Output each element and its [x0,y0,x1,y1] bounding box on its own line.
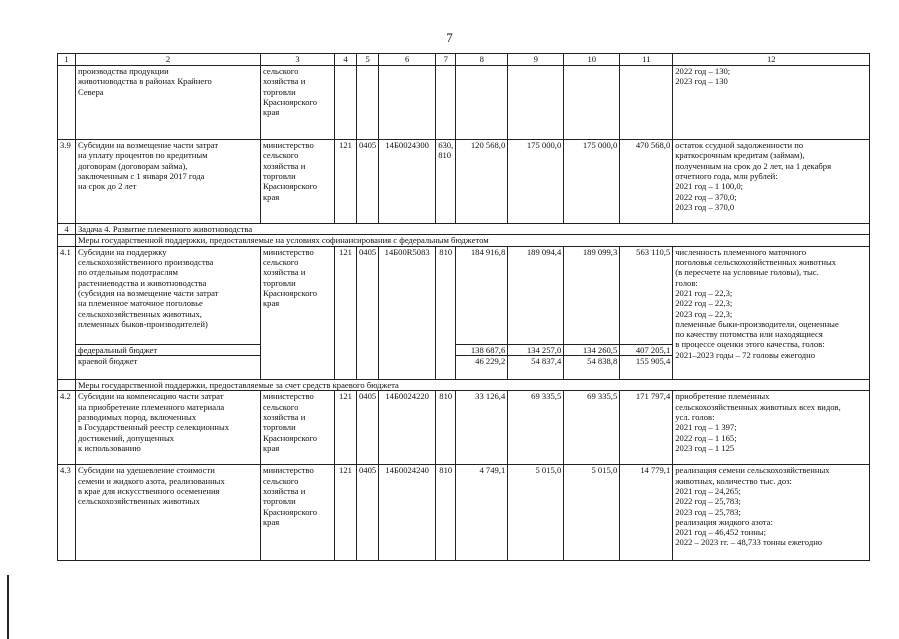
amount-total: 470 568,0 [620,140,673,224]
grbs-code: 121 [335,140,357,224]
amount-2023: 5 015,0 [564,465,620,561]
col-header: 3 [261,54,335,66]
grbs-code: 121 [335,465,357,561]
table-row-4-2 [58,391,870,465]
task-title: Задача 4. Развитие племенного животноводства [76,224,870,235]
col-header: 1 [58,54,76,66]
responsible-org: министерство сельского хозяйства и торговли Красноярского края [261,391,335,465]
responsible-org: министерство сельского хозяйства и торговли Красноярского края [261,140,335,224]
measure-name: Субсидии на удешевление стоимости семени и жидкого азота, реализованных в крае для искусственного осеменения сельскохозяйственных животных [76,465,261,561]
measure-name: Субсидии на возмещение части затрат на уплату процентов по кредитным договорам (договорам займа), заключенным с 1 января 2017 года на срок до 2 лет [76,140,261,224]
amount-total: 171 797,4 [620,391,673,465]
vr-code: 810 [436,465,456,561]
rzpr-code: 0405 [357,140,379,224]
row-number: 3.9 [58,140,76,224]
grbs-code: 121 [335,391,357,465]
row-number: 4.1 [58,246,76,379]
rzpr-code: 0405 [357,391,379,465]
vr-code: 810 [436,246,456,379]
budget-label: краевой бюджет [76,355,261,379]
measure-name: Субсидии на поддержку сельскохозяйственного производства по отдельным подотраслям растениеводства и животноводства (субсидия на возмещение части затрат на племенное маточное поголовье сельскохозяйственных животных, племенных быков-производителей) [76,246,261,344]
task-row [58,224,870,235]
result-indicator: реализация семени сельскохозяйственных животных, количество тыс. доз: 2021 год – 24,265; 2022 год – 25,783; 2023 год – 25,783; реализация жидкого азота: 2021 год – 46,452 тонны; 2022 – 2023 гг. – 48,733 тонны ежегодно [673,465,870,561]
section-row [58,379,870,390]
amount-total: 407 205,1 [620,344,673,355]
rzpr-code: 0405 [357,465,379,561]
amount-2021: 120 568,0 [456,140,508,224]
amount-2021: 184 916,8 [456,246,508,344]
grbs-code: 121 [335,246,357,379]
amount-2022: 5 015,0 [508,465,564,561]
amount-2023: 134 260,5 [564,344,620,355]
amount-2022: 134 257,0 [508,344,564,355]
csr-code: 14Б0024240 [379,465,436,561]
result-indicator: остаток ссудной задолженности по краткосрочным кредитам (займам), полученным на срок до 2 лет, на 1 декабря отчетного года, млн рублей: 2021 год – 1 100,0; 2022 год – 370,0; 2023 год – 370,0 [673,140,870,224]
col-header: 2 [76,54,261,66]
section-title: Меры государственной поддержки, предоставляемые за счет средств краевого бюджета [76,379,870,390]
amount-2023: 54 838,8 [564,355,620,379]
result-indicator: 2022 год – 130; 2023 год – 130 [673,66,870,140]
csr-code: 14Б0024220 [379,391,436,465]
col-header: 11 [620,54,673,66]
amount-total: 14 779,1 [620,465,673,561]
col-header: 7 [436,54,456,66]
section-row [58,235,870,246]
amount-2023: 175 000,0 [564,140,620,224]
vr-code: 630, 810 [436,140,456,224]
amount-2022: 69 335,5 [508,391,564,465]
table-row-3-9 [58,140,870,224]
page-number: 7 [446,30,453,45]
result-indicator: численность племенного маточного поголовья сельскохозяйственных животных (в пересчете на условные головы), тыс. голов: 2021 год – 22,3; 2022 год – 22,3; 2023 год – 22,3; племенные быки-производители, оцененные по качеству потомства или находящиеся в процессе оценки этого качества, голов: 2021–2023 годы – 72 головы ежегодно [673,246,870,379]
col-header: 4 [335,54,357,66]
table-row-4-3 [58,465,870,561]
responsible-org: сельского хозяйства и торговли Красноярского края [261,66,335,140]
column-number-row [58,54,870,66]
program-table [57,53,870,561]
scan-margin-line [7,575,9,639]
vr-code: 810 [436,391,456,465]
amount-2022: 54 837,4 [508,355,564,379]
responsible-org: министерство сельского хозяйства и торговли Красноярского края [261,465,335,561]
measure-name: Субсидии на компенсацию части затрат на приобретение племенного материала разводимых пород, включенных в Государственный реестр селекционных достижений, допущенных к использованию [76,391,261,465]
responsible-org: министерство сельского хозяйства и торговли Красноярского края [261,246,335,379]
csr-code: 14Б00R5083 [379,246,436,379]
measure-name: производства продукции животноводства в районах Крайнего Севера [76,66,261,140]
amount-2022: 189 094,4 [508,246,564,344]
csr-code: 14Б0024300 [379,140,436,224]
row-number: 4.2 [58,391,76,465]
col-header: 6 [379,54,436,66]
amount-2023: 189 099,3 [564,246,620,344]
amount-2021: 138 687,6 [456,344,508,355]
rzpr-code: 0405 [357,246,379,379]
col-header: 12 [673,54,870,66]
amount-2023: 69 335,5 [564,391,620,465]
amount-2021: 33 126,4 [456,391,508,465]
result-indicator: приобретение племенных сельскохозяйственных животных всех видов, усл. голов: 2021 год – 1 397; 2022 год – 1 165; 2023 год – 1 125 [673,391,870,465]
col-header: 10 [564,54,620,66]
amount-2021: 46 229,2 [456,355,508,379]
row-number: 4.3 [58,465,76,561]
col-header: 8 [456,54,508,66]
col-header: 5 [357,54,379,66]
col-header: 9 [508,54,564,66]
amount-2021: 4 749,1 [456,465,508,561]
section-title: Меры государственной поддержки, предоставляемые на условиях софинансирования с федеральным бюджетом [76,235,870,246]
task-number: 4 [58,224,76,235]
table-row-continuation [58,66,870,140]
budget-label: федеральный бюджет [76,344,261,355]
amount-2022: 175 000,0 [508,140,564,224]
amount-total: 155 905,4 [620,355,673,379]
amount-total: 563 110,5 [620,246,673,344]
table-row-4-1 [58,246,870,344]
